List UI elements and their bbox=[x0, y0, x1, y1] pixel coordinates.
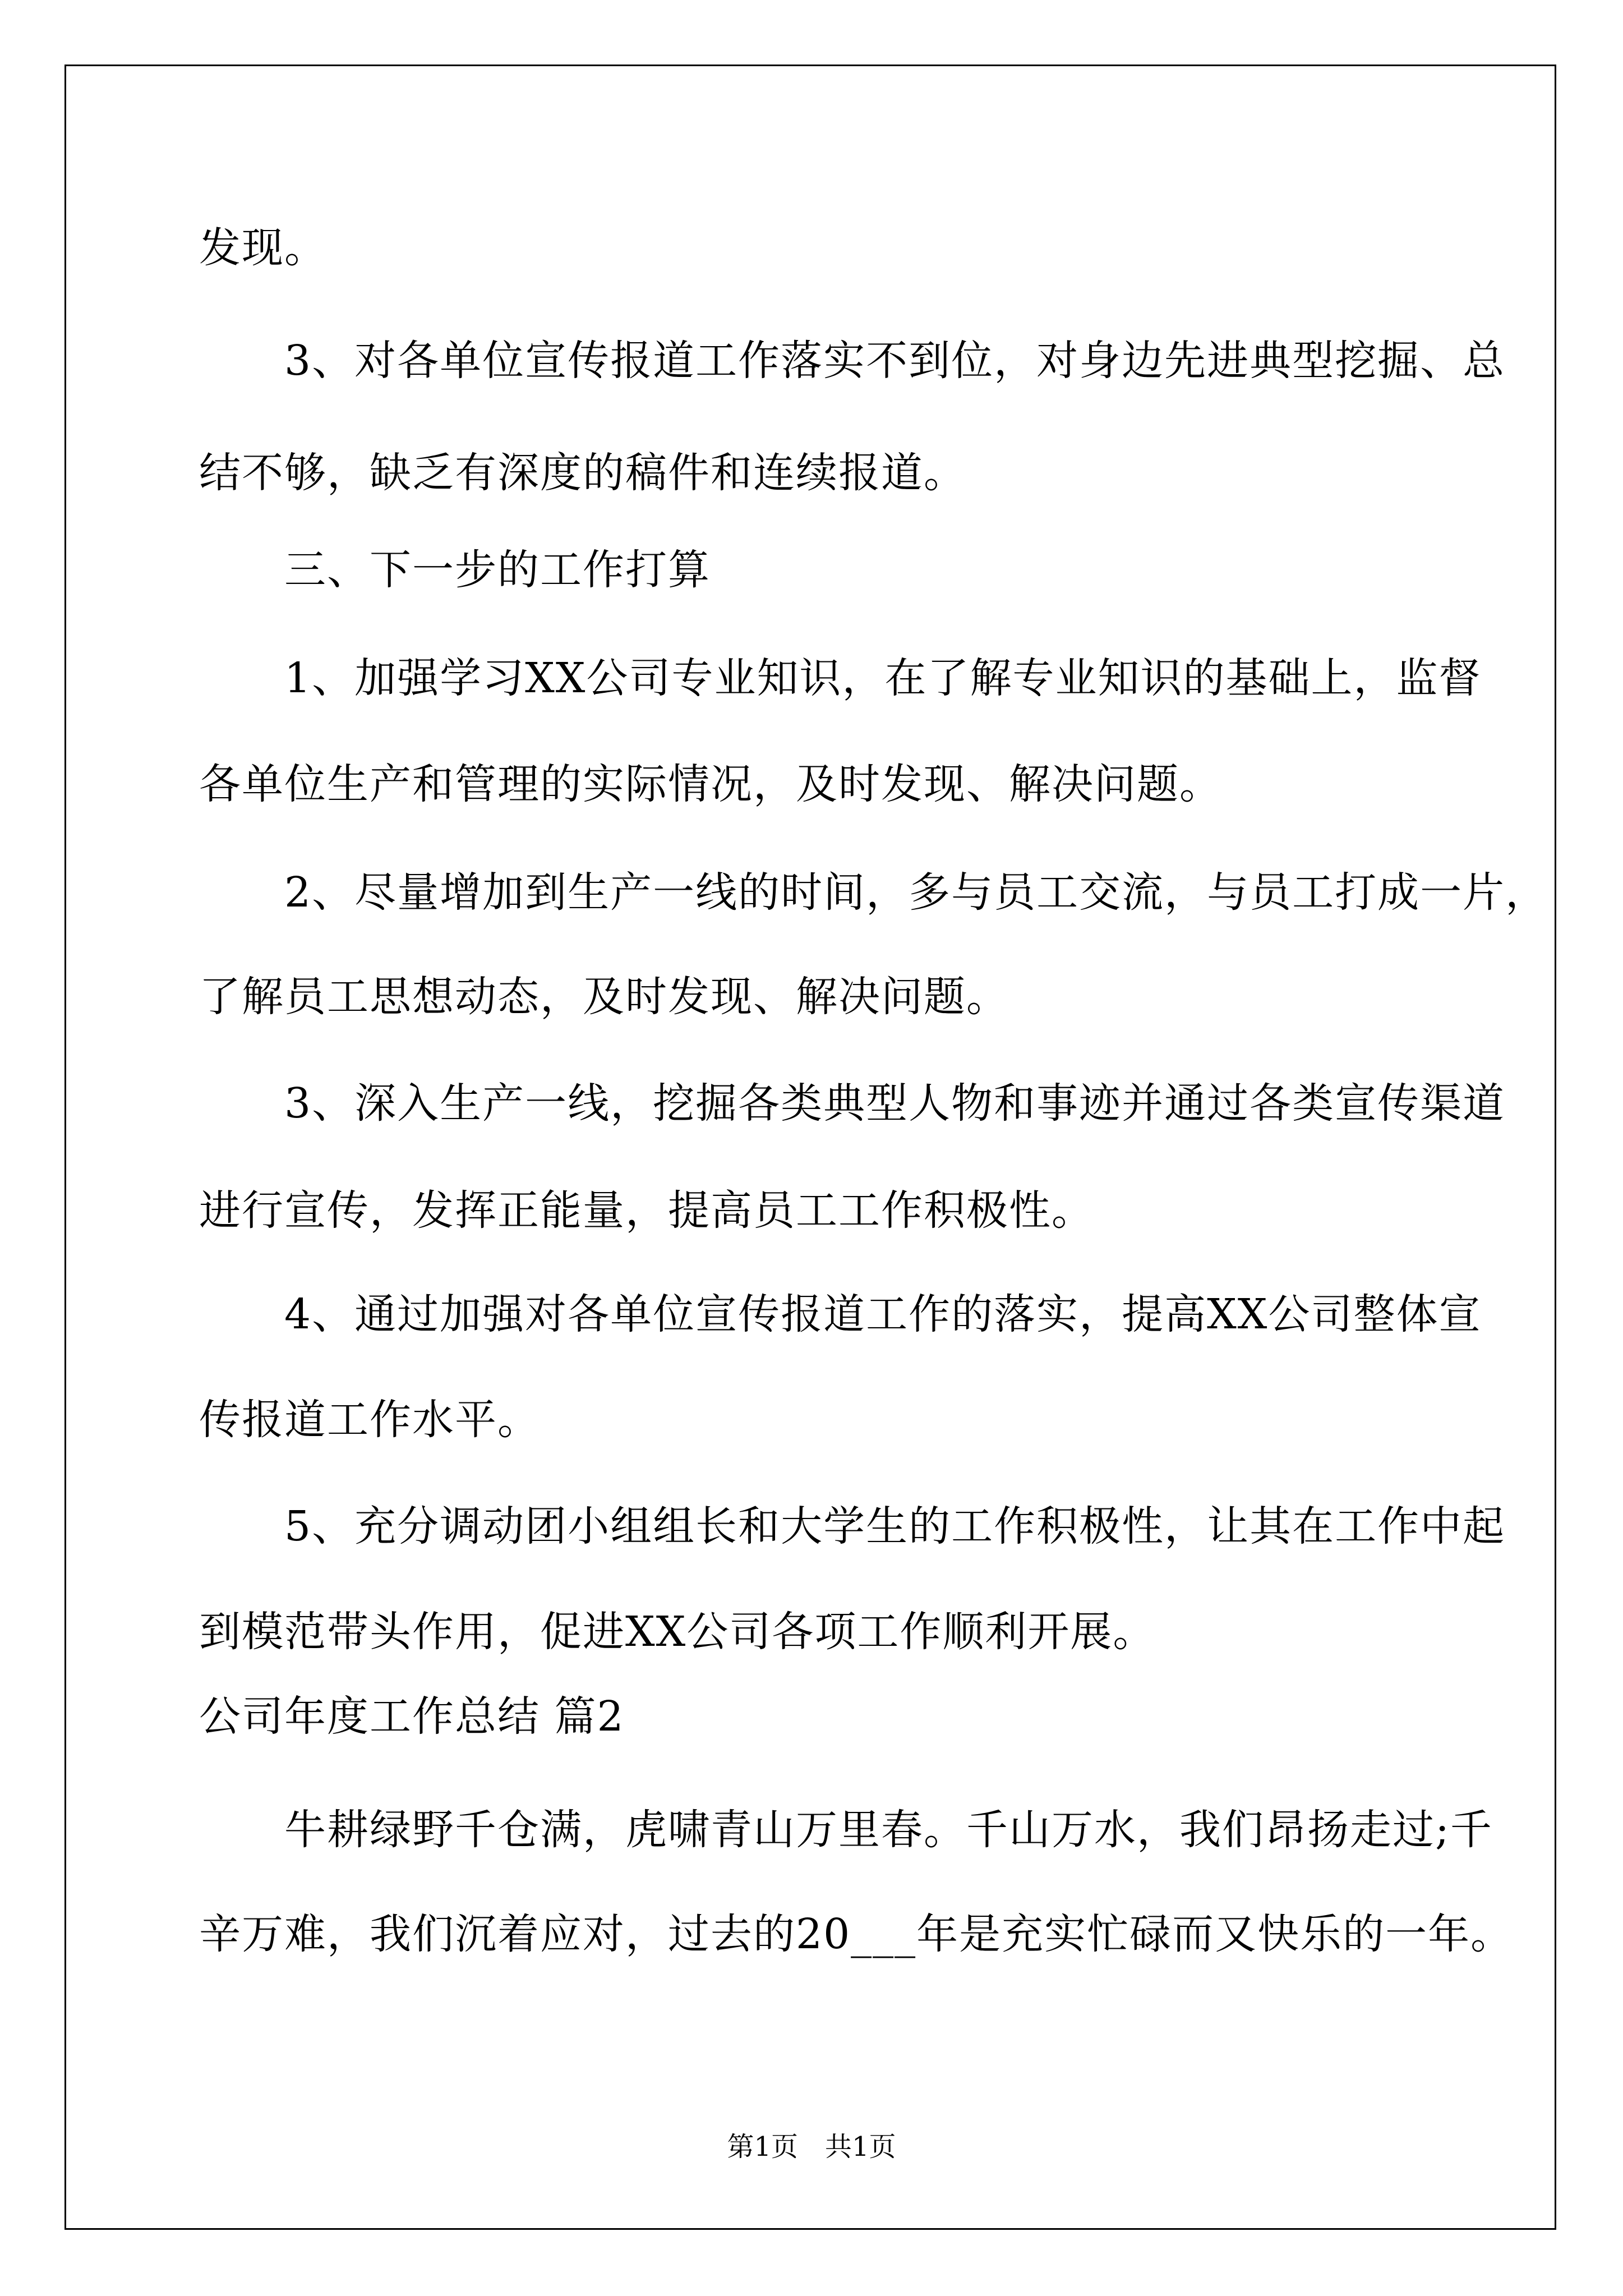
text-line: 传报道工作水平。 bbox=[199, 1396, 540, 1444]
page-border bbox=[64, 65, 1556, 2230]
text-line: 辛万难，我们沉着应对，过去的20___年是充实忙碌而又快乐的一年。 bbox=[199, 1910, 1514, 1958]
text-line: 各单位生产和管理的实际情况，及时发现、解决问题。 bbox=[199, 760, 1222, 808]
section-heading: 三、下一步的工作打算 bbox=[199, 546, 711, 594]
text-line: 到模范带头作用，促进XX公司各项工作顺利开展。 bbox=[199, 1608, 1156, 1656]
text-line: 3、深入生产一线，挖掘各类典型人物和事迹并通过各类宣传渠道 bbox=[199, 1079, 1506, 1128]
text-line: 5、充分调动团小组组长和大学生的工作积极性，让其在工作中起 bbox=[199, 1502, 1506, 1550]
text-line: 了解员工思想动态，及时发现、解决问题。 bbox=[199, 973, 1009, 1021]
text-line: 结不够，缺乏有深度的稿件和连续报道。 bbox=[199, 449, 966, 497]
text-line: 4、通过加强对各单位宣传报道工作的落实，提高XX公司整体宣 bbox=[199, 1290, 1482, 1338]
text-line: 3、对各单位宣传报道工作落实不到位，对身边先进典型挖掘、总 bbox=[199, 337, 1506, 385]
text-line: 进行宣传，发挥正能量，提高员工工作积极性。 bbox=[199, 1186, 1094, 1235]
text-line: 发现。 bbox=[199, 224, 327, 272]
text-line: 牛耕绿野千仓满，虎啸青山万里春。千山万水，我们昂扬走过;千 bbox=[199, 1806, 1493, 1854]
article-title: 公司年度工作总结 篇2 bbox=[199, 1692, 625, 1741]
page-footer: 第1页 共1页 bbox=[727, 2131, 896, 2162]
text-line: 1、加强学习XX公司专业知识，在了解专业知识的基础上，监督 bbox=[199, 654, 1482, 702]
text-line: 2、尽量增加到生产一线的时间，多与员工交流，与员工打成一片， bbox=[199, 868, 1548, 917]
